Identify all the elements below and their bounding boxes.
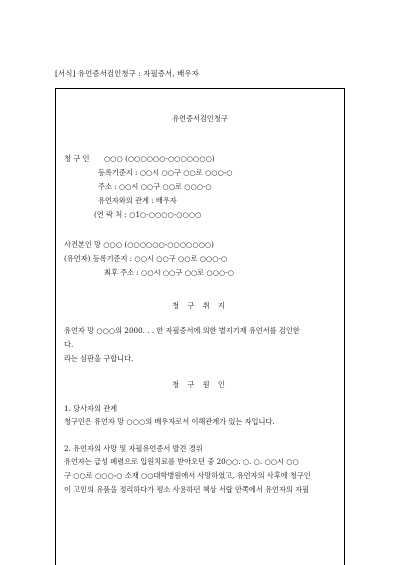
purpose-line-2: 다.	[64, 340, 74, 349]
applicant-name: ○○○ (○○○○○○-○○○○○○○)	[104, 154, 215, 163]
purpose-line-3: 라는 심판을 구합니다.	[64, 354, 134, 363]
document-title: 유언증서검인청구	[172, 114, 228, 123]
applicant-phone: (연 락 처 : ○1○-○○○○-○○○○	[94, 210, 202, 219]
deceased-line-2: (유언자) 등록기준지 : ○○시 ○○구 ○○로 ○○○-○	[64, 254, 228, 263]
deceased-line-3: 최후 주소 : ○○시 ○○구 ○○로 ○○○-○	[104, 268, 234, 277]
applicant-label: 청 구 인	[64, 154, 90, 163]
applicant-address: 주소 : ○○시 ○○구 ○○로 ○○○-○	[98, 182, 212, 191]
purpose-heading: 청 구 취 지	[172, 301, 228, 310]
applicant-relation: 유언자와의 관계 : 배우자	[98, 196, 177, 205]
cause-heading: 청 구 원 인	[172, 380, 228, 389]
cause-section-2-line-3: 이 고인의 유품을 정리하다가 평소 사용하던 책상 서랍 안쪽에서 유언자의 자필	[64, 485, 310, 494]
cause-section-1-title: 1. 당사자의 관계	[64, 404, 118, 413]
form-caption: [서식] 유언증서검인청구 : 자필증서, 배우자	[55, 69, 199, 78]
cause-section-1-body: 청구인은 유언자 망 ○○○의 배우자로서 이해관계가 있는 자입니다.	[64, 417, 275, 426]
document-frame	[55, 88, 345, 565]
cause-section-2-line-2: 구 ○○로 ○○○-○ 소재 ○○대학병원에서 사망하였고, 유언자의 사후에 청구인	[64, 471, 311, 480]
purpose-line-1: 유언자 망 ○○○의 2000. . . 한 자필증서에 의한 별지기재 유언서를 검인한	[64, 326, 300, 335]
deceased-line-1: 사건본인 망 ○○○ (○○○○○○-○○○○○○○)	[64, 240, 214, 249]
cause-section-2-line-1: 유언자는 급성 폐렴으로 입원치료를 받아오던 중 20○○. ○. ○. ○○시 ○○	[64, 457, 299, 466]
cause-section-2-title: 2. 유언자의 사망 및 자필유언증서 발견 경위	[64, 444, 203, 453]
applicant-registry: 등록기준지 : ○○시 ○○구 ○○로 ○○○-○	[98, 168, 233, 177]
